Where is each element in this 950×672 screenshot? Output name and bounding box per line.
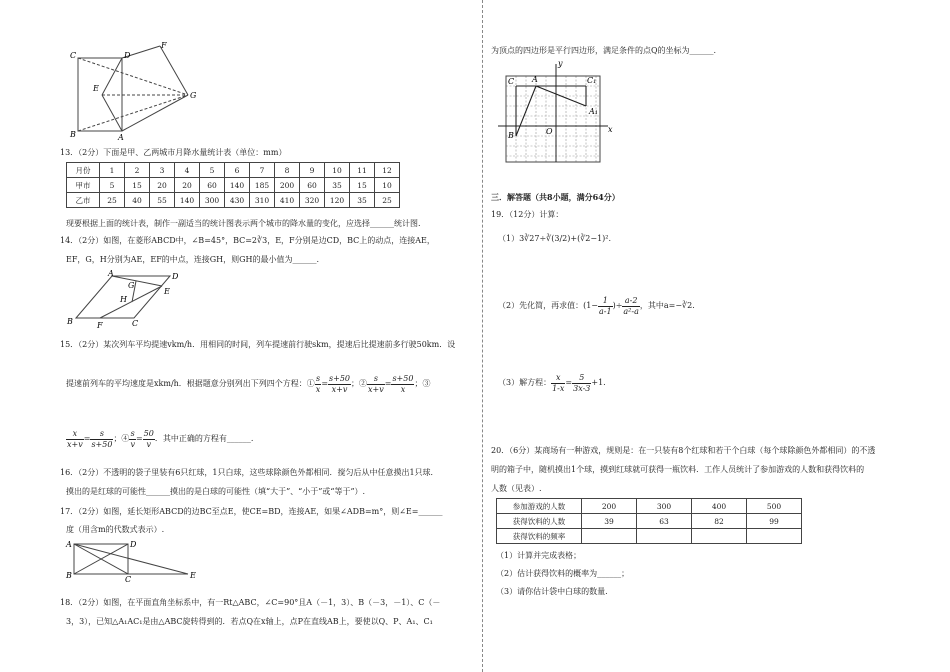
label-A: A bbox=[532, 75, 538, 84]
label-C: C bbox=[125, 575, 132, 582]
q15-line1: 15．（2分）某次列车平均提速vkm/h．用相同的时间，列车提速前行驶skm，提速后比提速前多行驶50km．设 bbox=[60, 340, 456, 349]
table-row bbox=[497, 529, 802, 544]
section-3-title: 三．解答题（共8小题，满分64分） bbox=[491, 192, 620, 202]
q13-stem: 13．（2分）下面是甲、乙两城市月降水量统计表（单位：mm） bbox=[60, 148, 287, 157]
label-C: C bbox=[508, 77, 515, 86]
table-cell: 4 bbox=[175, 163, 200, 178]
table-cell: 63 bbox=[637, 514, 692, 529]
table-cell: 55 bbox=[150, 193, 175, 208]
table-cell bbox=[747, 529, 802, 544]
top-geometry-figure bbox=[60, 40, 200, 140]
table-cell: 25 bbox=[375, 193, 400, 208]
table-cell: 60 bbox=[200, 178, 225, 193]
label-C1: C₁ bbox=[587, 76, 597, 85]
table-row bbox=[67, 163, 400, 178]
label-E: E bbox=[164, 287, 170, 296]
q16-line1: 16．（2分）不透明的袋子里装有6只红球，1只白球，这些球除颜色外都相同．搅匀后从中任意摸出1只球． bbox=[60, 468, 439, 477]
q19-part1: （1）3∛27÷∛(3/2)+(∛2−1)². bbox=[498, 234, 612, 243]
q20-game-table bbox=[496, 498, 802, 544]
table-cell: 11 bbox=[350, 163, 375, 178]
table-cell: 10 bbox=[375, 178, 400, 193]
q20-line3: 人数（见表）. bbox=[491, 484, 542, 493]
label-D: D bbox=[130, 540, 137, 549]
label-E: E bbox=[190, 571, 196, 580]
q18-coordinate-grid bbox=[494, 58, 619, 166]
table-cell: 20 bbox=[175, 178, 200, 193]
table-row bbox=[497, 514, 802, 529]
label-H: H bbox=[120, 295, 127, 304]
table-cell: 320 bbox=[300, 193, 325, 208]
label-C: C bbox=[132, 319, 139, 328]
table-cell: 140 bbox=[175, 193, 200, 208]
label-A1: A₁ bbox=[589, 107, 598, 116]
table-cell: 1 bbox=[100, 163, 125, 178]
label-G: G bbox=[190, 91, 197, 100]
q20-line1: 20．（6分）某商场有一种游戏，规则是：在一只装有8个红球和若干个白球（每个球除颜色外都相同）的不透 bbox=[491, 446, 876, 455]
q18-continuation: 为顶点的四边形是平行四边形，满足条件的点Q的坐标为______. bbox=[491, 46, 717, 55]
label-D: D bbox=[172, 272, 179, 281]
table-cell: 35 bbox=[325, 178, 350, 193]
label-C: C bbox=[70, 51, 77, 60]
table-cell: 10 bbox=[325, 163, 350, 178]
table-cell bbox=[692, 529, 747, 544]
table-cell: 60 bbox=[300, 178, 325, 193]
q14-line1: 14．（2分）如图，在菱形ABCD中，∠B=45°，BC=2∛3，E，F分别是边CD，BC上的动点，连接AE， bbox=[60, 236, 435, 245]
table-cell: 获得饮料的人数 bbox=[497, 514, 582, 529]
q20-sub1: （1）计算并完成表格； bbox=[496, 551, 582, 560]
table-cell: 200 bbox=[582, 499, 637, 514]
table-cell: 39 bbox=[582, 514, 637, 529]
q15-line3: $\frac{x}{x+v}$ = $\frac{s}{s+50}$ ；④ $\frac{s}{v}$ = $\frac{50}{v}$ ．其中正确的方程有______. bbox=[67, 428, 254, 449]
label-B: B bbox=[66, 571, 72, 580]
table-cell: 15 bbox=[125, 178, 150, 193]
table-cell bbox=[637, 529, 692, 544]
table-cell: 185 bbox=[250, 178, 275, 193]
table-cell: 7 bbox=[250, 163, 275, 178]
label-A: A bbox=[108, 269, 114, 278]
label-A: A bbox=[66, 540, 72, 549]
table-cell: 5 bbox=[200, 163, 225, 178]
q14-line2: EF，G，H分别为AE，EF的中点，连接GH，则GH的最小值为______. bbox=[66, 255, 320, 264]
table-cell: 120 bbox=[325, 193, 350, 208]
table-cell: 200 bbox=[275, 178, 300, 193]
table-cell: 获得饮料的频率 bbox=[497, 529, 582, 544]
table-cell: 乙市 bbox=[67, 193, 100, 208]
table-cell: 300 bbox=[637, 499, 692, 514]
label-x-axis: x bbox=[608, 125, 613, 134]
q20-sub2: （2）估计获得饮料的概率为______； bbox=[496, 569, 630, 578]
q17-rectangle-figure bbox=[64, 538, 204, 582]
label-B: B bbox=[67, 317, 73, 326]
table-cell: 2 bbox=[125, 163, 150, 178]
table-cell: 20 bbox=[150, 178, 175, 193]
label-B: B bbox=[70, 130, 76, 139]
q19-part2: （2）先化简，再求值：(1− $\frac{1}{a-1}$ )÷ $\frac{a-2}{\text{a²-a}}$ ，其中a=−∛2. bbox=[498, 295, 695, 316]
table-cell: 300 bbox=[200, 193, 225, 208]
q16-line2: 摸出的是红球的可能性______摸出的是白球的可能性（填“大于”、“小于”或“等于”）. bbox=[66, 487, 366, 496]
table-cell: 甲市 bbox=[67, 178, 100, 193]
q14-rhombus-figure bbox=[64, 268, 194, 330]
table-cell: 3 bbox=[150, 163, 175, 178]
table-cell: 15 bbox=[350, 178, 375, 193]
q17-line2: 度（用含m的代数式表示）. bbox=[66, 525, 165, 534]
label-y-axis: y bbox=[558, 59, 563, 68]
q19-stem: 19．（12分）计算： bbox=[491, 210, 564, 219]
table-cell: 参加游戏的人数 bbox=[497, 499, 582, 514]
label-G: G bbox=[128, 281, 135, 290]
table-cell: 9 bbox=[300, 163, 325, 178]
table-cell: 82 bbox=[692, 514, 747, 529]
table-cell: 12 bbox=[375, 163, 400, 178]
table-cell: 40 bbox=[125, 193, 150, 208]
label-O: O bbox=[546, 127, 553, 136]
table-cell: 35 bbox=[350, 193, 375, 208]
table-cell: 410 bbox=[275, 193, 300, 208]
table-cell: 月份 bbox=[67, 163, 100, 178]
q13-tail: 现要根据上面的统计表，制作一副适当的统计图表示两个城市的降水量的变化，应选择______统计图. bbox=[66, 219, 421, 228]
table-row bbox=[67, 178, 400, 193]
table-cell: 400 bbox=[692, 499, 747, 514]
label-B: B bbox=[508, 131, 514, 140]
table-cell bbox=[582, 529, 637, 544]
q20-line2: 明的箱子中，随机摸出1个球，摸到红球就可获得一瓶饮料．工作人员统计了参加游戏的人数和获得饮料的 bbox=[491, 465, 865, 474]
column-divider bbox=[482, 0, 483, 672]
label-A: A bbox=[118, 133, 124, 140]
q18-line1: 18．（2分）如图，在平面直角坐标系中，有一Rt△ABC，∠C=90°且A（－1，3）、B（－3，－1）、C（－ bbox=[60, 598, 441, 607]
table-cell: 310 bbox=[250, 193, 275, 208]
q19-part3: （3）解方程： $\frac{x}{1-x}$ = $\frac{5}{3x-3}$ +1. bbox=[498, 372, 606, 393]
table-cell: 6 bbox=[225, 163, 250, 178]
q17-line1: 17．（2分）如图，延长矩形ABCD的边BC至点E，使CE=BD，连接AE，如果∠ADB=m°，则∠E=______ bbox=[60, 507, 443, 516]
table-cell: 140 bbox=[225, 178, 250, 193]
label-F: F bbox=[97, 321, 103, 330]
table-cell: 8 bbox=[275, 163, 300, 178]
q15-line2: 提速前列车的平均速度是xkm/h．根据题意分别列出下列四个方程：① $\frac{s}{x}$ = $\frac{s+50}{x+v}$ ；② $\frac{s}{x+v}$ = $\frac{s+50}{x}$ ；③ bbox=[66, 373, 431, 394]
q13-rainfall-table bbox=[66, 162, 400, 208]
q18-line2: 3，3），已知△A₁AC₁是由△ABC旋转得到的．若点Q在x轴上，点P在直线AB上，要使以Q、P、A₁、C₁ bbox=[66, 617, 433, 626]
table-row bbox=[497, 499, 802, 514]
table-cell: 500 bbox=[747, 499, 802, 514]
table-cell: 430 bbox=[225, 193, 250, 208]
label-D: D bbox=[124, 51, 131, 60]
label-E: E bbox=[93, 84, 99, 93]
table-cell: 99 bbox=[747, 514, 802, 529]
table-cell: 5 bbox=[100, 178, 125, 193]
label-F: F bbox=[161, 41, 167, 50]
table-row bbox=[67, 193, 400, 208]
q20-sub3: （3）请你估计袋中白球的数量. bbox=[496, 587, 608, 596]
table-cell: 25 bbox=[100, 193, 125, 208]
